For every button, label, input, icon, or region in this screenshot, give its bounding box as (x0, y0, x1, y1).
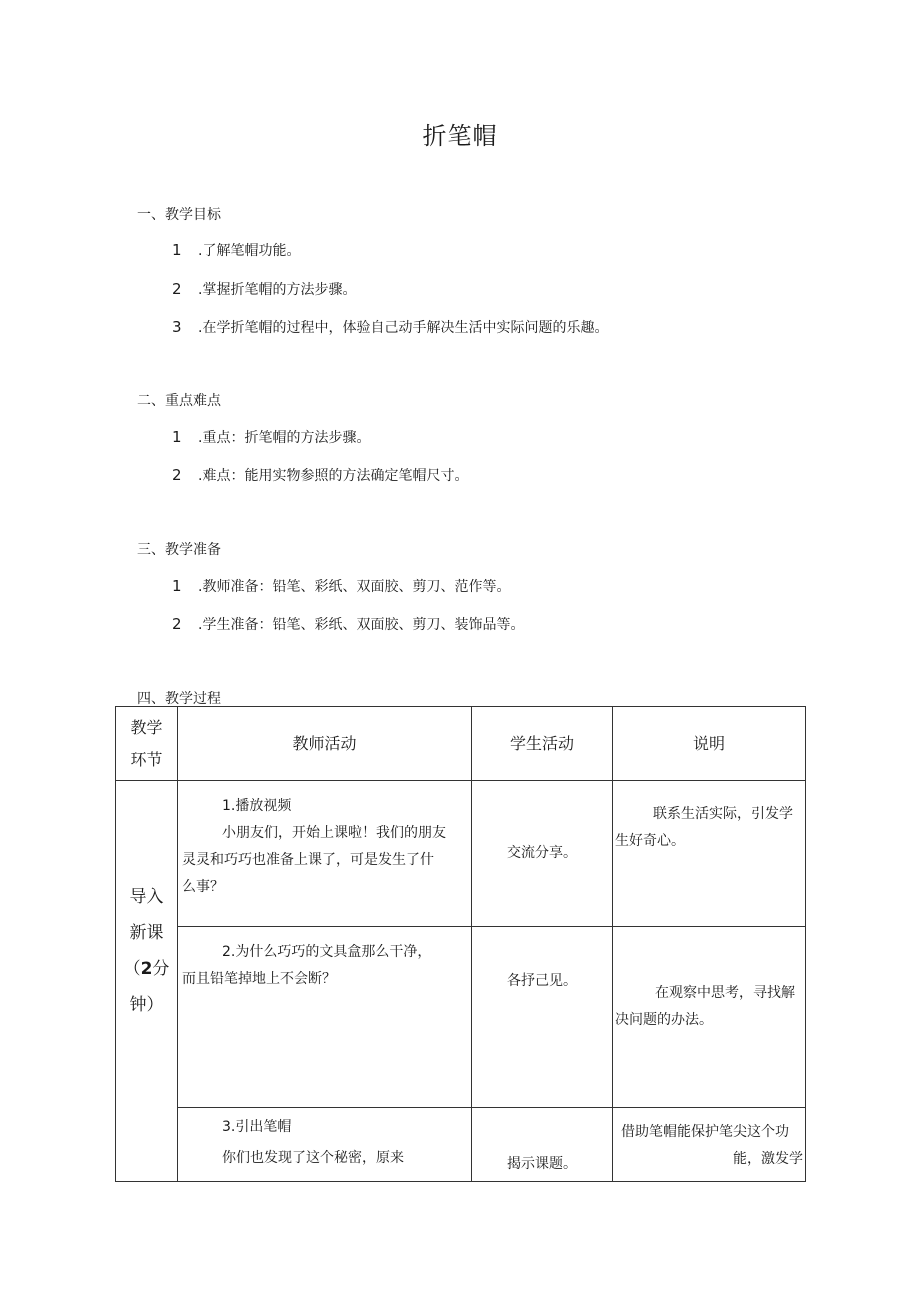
key-point-item: 2 .难点：能用实物参照的方法确定笔帽尺寸。 (172, 466, 469, 484)
table-row (116, 1108, 806, 1182)
teacher-activity-cell: 3.引出笔帽 你们也发现了这个秘密，原来 (178, 1108, 472, 1182)
table-row (116, 781, 806, 927)
header-note: 说明 (613, 707, 806, 781)
section-heading-process: 四、教学过程 (137, 691, 221, 707)
document-title: 折笔帽 (422, 122, 498, 150)
teaching-process-table (115, 706, 806, 1182)
key-point-item: 1 .重点：折笔帽的方法步骤。 (172, 428, 371, 446)
student-activity-cell: 交流分享。 (472, 781, 613, 927)
note-cell: 借助笔帽能保护笔尖这个功 能，激发学 (613, 1108, 806, 1182)
student-activity-cell: 各抒己见。 (472, 927, 613, 1108)
table-row (116, 927, 806, 1108)
stage-cell-intro: 导入 新课 （2分 钟） (116, 781, 178, 1182)
objective-item: 3 .在学折笔帽的过程中，体验自己动手解决生活中实际问题的乐趣。 (172, 318, 609, 336)
preparation-item: 2 .学生准备：铅笔、彩纸、双面胶、剪刀、装饰品等。 (172, 615, 525, 633)
objective-item: 1 .了解笔帽功能。 (172, 241, 301, 259)
teacher-activity-cell: 2.为什么巧巧的文具盒那么干净， 而且铅笔掉地上不会断？ (178, 927, 472, 1108)
preparation-item: 1 .教师准备：铅笔、彩纸、双面胶、剪刀、范作等。 (172, 577, 511, 595)
objective-item: 2 .掌握折笔帽的方法步骤。 (172, 280, 357, 298)
header-student-activity: 学生活动 (472, 707, 613, 781)
section-heading-objectives: 一、教学目标 (137, 207, 221, 223)
header-teacher-activity: 教师活动 (178, 707, 472, 781)
note-cell: 在观察中思考，寻找解 决问题的办法。 (613, 927, 806, 1108)
section-heading-preparation: 三、教学准备 (137, 542, 221, 558)
header-stage: 教学 环节 (116, 707, 178, 781)
note-cell: 联系生活实际，引发学 生好奇心。 (613, 781, 806, 927)
section-heading-key-points: 二、重点难点 (137, 393, 221, 409)
teacher-activity-cell: 1.播放视频 小朋友们，开始上课啦！我们的朋友 灵灵和巧巧也准备上课了，可是发生了什 么事？ (178, 781, 472, 927)
table-header-row (116, 707, 806, 781)
student-activity-cell: 揭示课题。 (472, 1108, 613, 1182)
